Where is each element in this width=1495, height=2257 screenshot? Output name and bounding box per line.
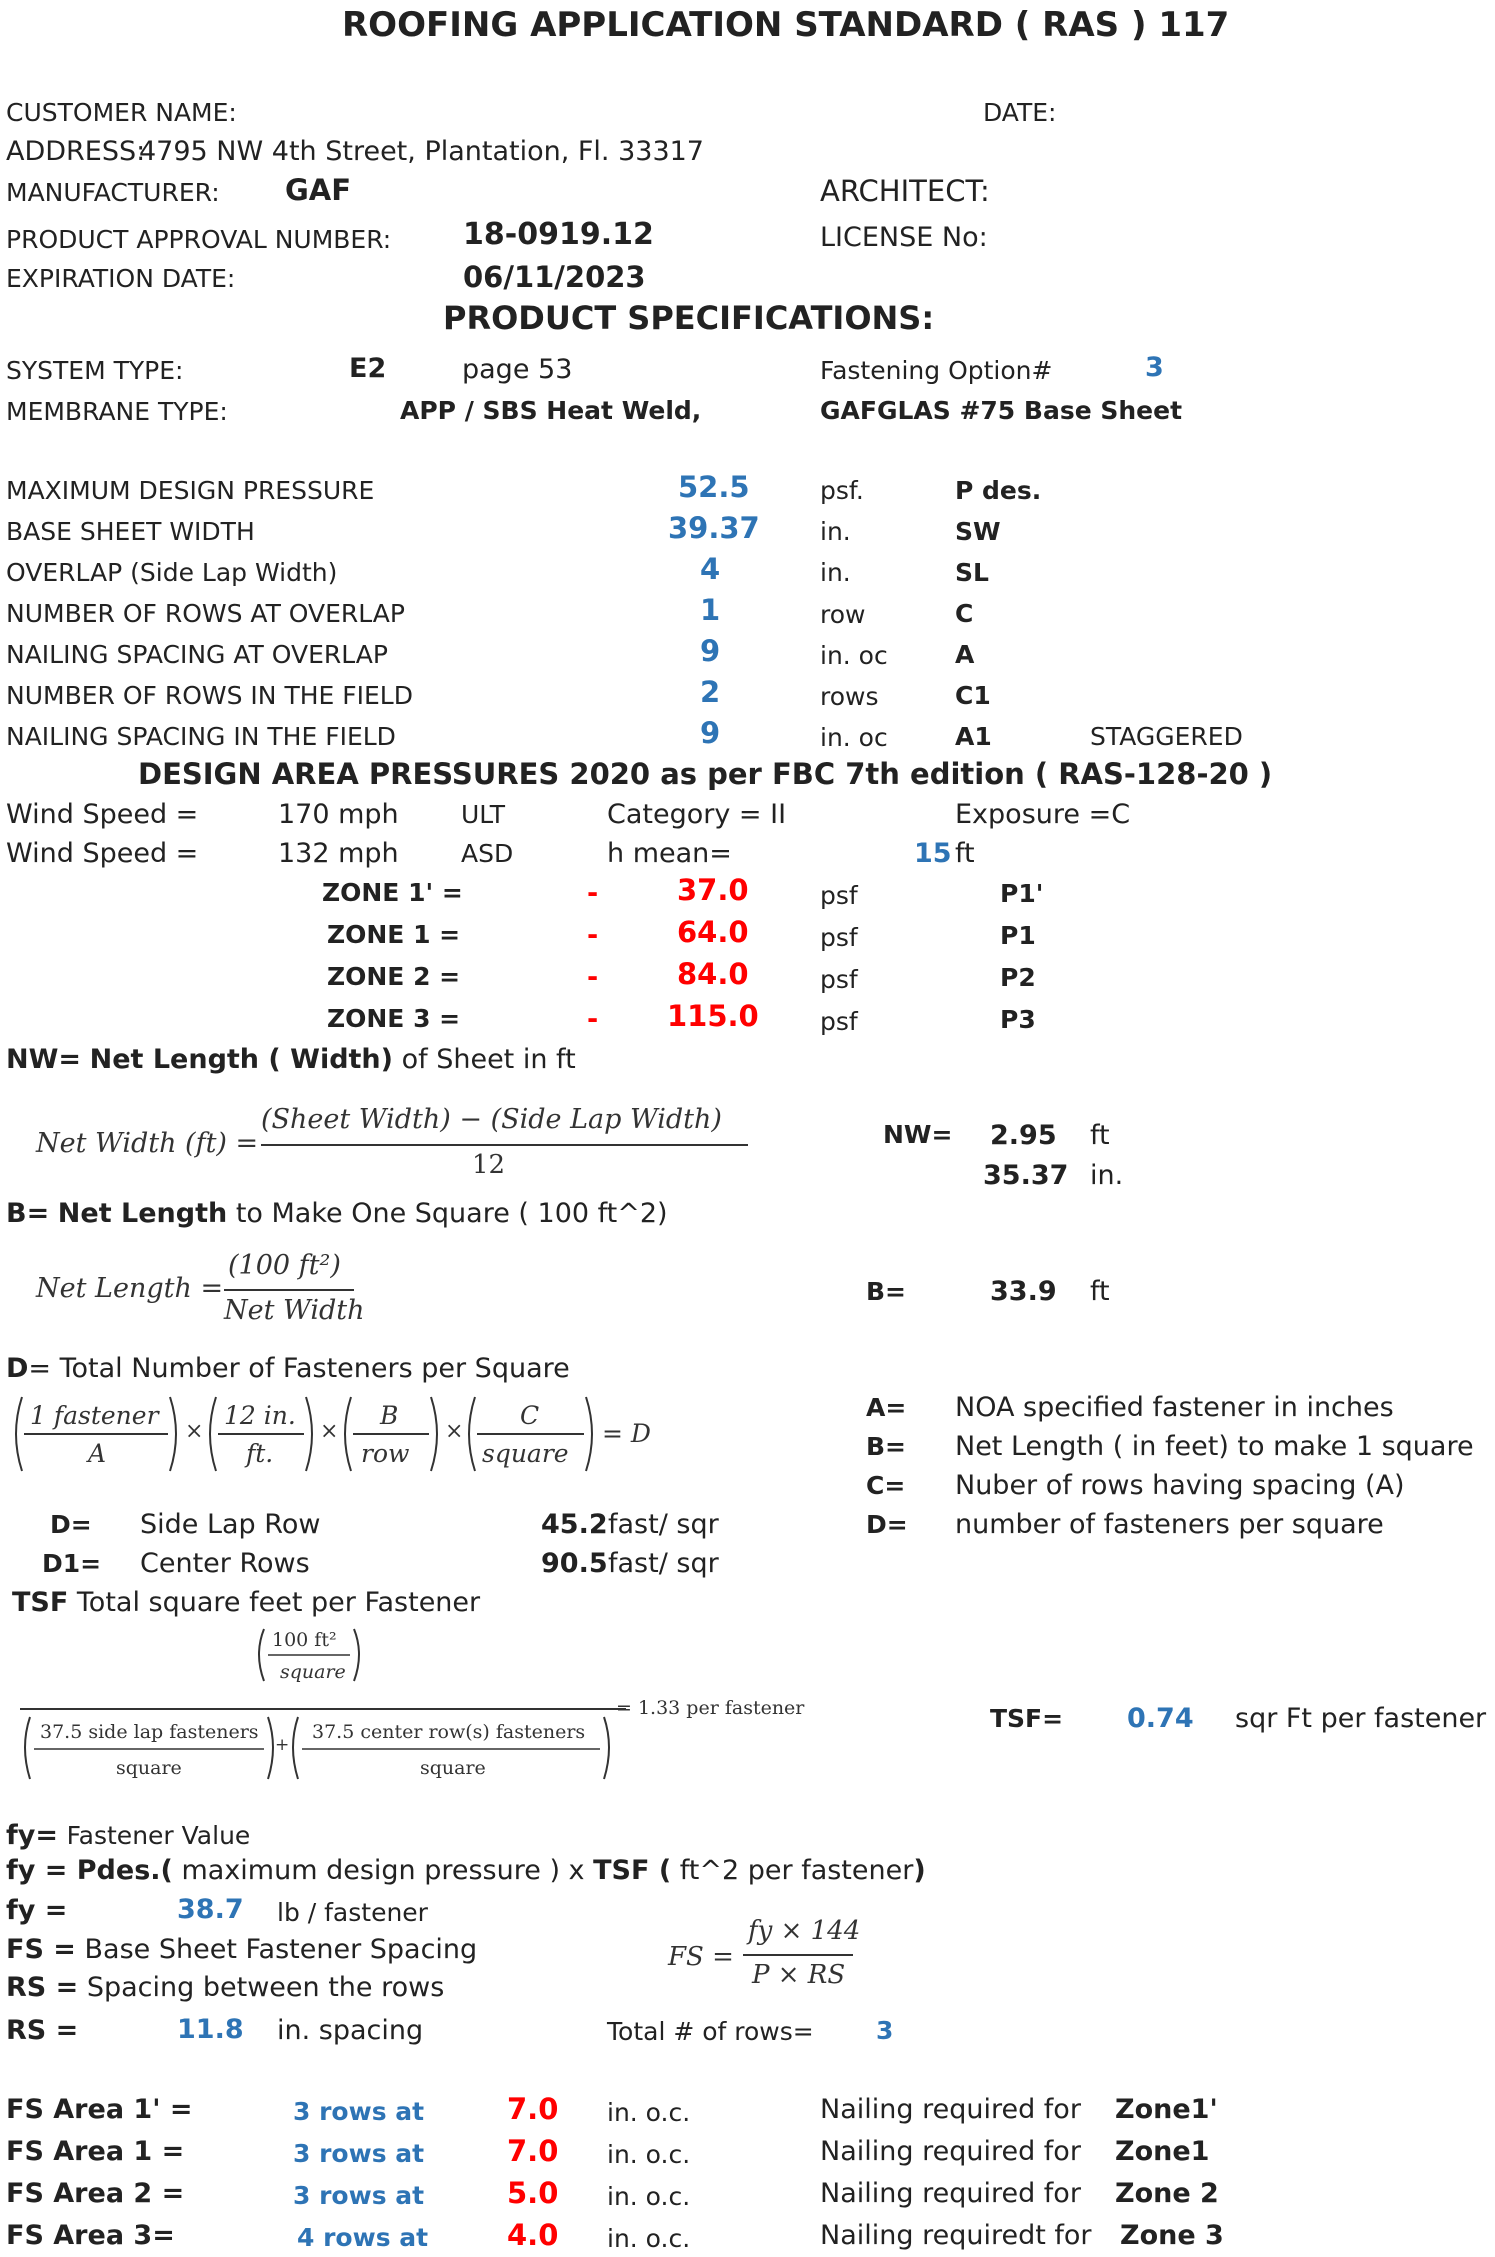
formula-lhs: Net Width (ft) = [36,1128,259,1159]
fy-eq-close: ) [913,1855,926,1886]
wind-speed-asd-value: 132 mph [278,838,399,869]
param-value: 4 [700,552,721,586]
param-unit: rows [820,682,879,711]
d-row-value: 90.5 [541,1548,608,1579]
param-value: 2 [700,675,721,709]
formula-lhs: Net Length = [36,1273,224,1304]
paren-right [431,1397,437,1471]
param-label: OVERLAP (Side Lap Width) [6,558,338,587]
paren-right [604,1717,609,1779]
fy-eq-tsf: TSF ( [593,1855,672,1886]
expiration-label: EXPIRATION DATE: [6,264,236,293]
param-value: 9 [700,716,721,750]
param-label: MAXIMUM DESIGN PRESSURE [6,476,375,505]
zone-value: 84.0 [677,957,749,991]
d-row-code: D= [50,1510,92,1539]
nw-result-ft: 2.95 [990,1120,1057,1151]
times-sign: × [445,1419,464,1444]
h-mean-label: h mean= [607,838,732,869]
fy-unit: lb / fastener [277,1898,428,1927]
address-label: ADDRESS: [6,136,146,167]
plus-sign: + [275,1735,290,1755]
wind-speed-ult-type: ULT [461,800,506,829]
fs-area-value: 7.0 [507,2092,559,2126]
legend-text: Net Length ( in feet) to make 1 square [955,1431,1474,1462]
legend-code: B= [866,1432,907,1461]
param-unit: psf. [820,476,864,505]
membrane-label: MEMBRANE TYPE: [6,397,228,426]
fy-eq-rest: ft^2 per fastener [671,1855,914,1886]
paren-left [293,1717,298,1779]
fs-area-value: 7.0 [507,2134,559,2168]
fs-area-req: Nailing required for [820,2094,1081,2125]
specs-heading: PRODUCT SPECIFICATIONS: [443,299,935,337]
param-code: A1 [955,722,992,751]
fs-area-req: Nailing requiredt for [820,2220,1092,2251]
zone-label: ZONE 3 = [327,1004,461,1033]
fs-area-unit: in. o.c. [607,2182,691,2211]
fs-area-unit: in. o.c. [607,2224,691,2253]
formula-numerator: fy × 144 [748,1916,861,1946]
d-row-unit: fast/ sqr [608,1509,719,1540]
f2-denominator: ft. [246,1439,274,1468]
d-row-value: 45.2 [541,1509,608,1540]
expiration-value: 06/11/2023 [463,260,646,294]
fs-area-label: FS Area 1' = [6,2094,193,2125]
formula-denominator: Net Width [224,1295,365,1326]
zone-sign: - [587,1004,599,1035]
d-rest: = Total Number of Fasteners per Square [28,1353,570,1384]
zone-label: ZONE 2 = [327,962,461,991]
legend-code: C= [866,1471,906,1500]
fs-area-rows: 3 rows at [293,2181,425,2210]
param-label: NUMBER OF ROWS IN THE FIELD [6,681,413,710]
fs-area-rows: 3 rows at [293,2097,425,2126]
fs-area-zone: Zone1 [1115,2136,1210,2167]
formula-denominator: P × RS [752,1960,846,1990]
b-code: B= [6,1198,50,1229]
nw-result-in: 35.37 [983,1160,1069,1191]
param-unit: in. [820,558,851,587]
page-title: ROOFING APPLICATION STANDARD ( RAS ) 117 [342,5,1230,45]
wind-speed-ult-value: 170 mph [278,799,399,830]
param-value: 1 [700,593,721,627]
tsf-rest: Total square feet per Fastener [76,1587,481,1618]
b-rest: to Make One Square ( 100 ft^2) [235,1198,668,1229]
architect-label: ARCHITECT: [820,174,990,208]
f1-numerator: 1 fastener [30,1401,159,1430]
page-ref: page 53 [462,354,573,385]
formula-numerator: (Sheet Width) − (Side Lap Width) [261,1104,722,1135]
d-row-unit: fast/ sqr [608,1548,719,1579]
fy-code: fy= [6,1820,58,1851]
tsf-definition [12,1589,480,1616]
h-mean-value: 15 [914,838,952,869]
fs-area-value: 4.0 [507,2218,559,2252]
legend-code: D= [866,1510,908,1539]
fy-equation [6,1857,926,1884]
fs-area-req: Nailing required for [820,2136,1081,2167]
param-label: NUMBER OF ROWS AT OVERLAP [6,599,405,628]
param-code: C [955,599,974,628]
tsf-left-numerator: 37.5 side lap fasteners [40,1721,259,1743]
f1-denominator: A [88,1439,107,1468]
fs-area-label: FS Area 2 = [6,2178,185,2209]
paren-right [306,1397,312,1471]
manufacturer-value: GAF [285,173,352,207]
param-value: 9 [700,634,721,668]
exposure-text: Exposure =C [955,799,1131,830]
param-value: 39.37 [668,511,760,545]
fy-eq-bold: fy = Pdes.( [6,1855,173,1886]
nw-rest: of Sheet in ft [401,1044,576,1075]
times-sign: × [185,1419,204,1444]
total-rows-value: 3 [876,2016,894,2045]
zone-code: P1' [1000,879,1044,908]
paren-left [259,1629,264,1681]
zone-unit: psf [820,923,858,952]
legend-text: number of fasteners per square [955,1509,1384,1540]
membrane-value: APP / SBS Heat Weld, [400,396,702,425]
fy-eq-mid: maximum design pressure ) x [172,1855,594,1886]
system-type-label: SYSTEM TYPE: [6,356,184,385]
tsf-label: TSF= [990,1704,1064,1733]
design-heading: DESIGN AREA PRESSURES 2020 as per FBC 7th edition ( RAS-128-20 ) [138,757,1273,791]
zone-value: 37.0 [677,873,749,907]
f2-numerator: 12 in. [224,1401,296,1430]
rs-label: RS = [6,2015,79,2046]
customer-name-label: CUSTOMER NAME: [6,98,237,127]
total-rows-label: Total # of rows= [607,2017,814,2046]
fs-area-zone: Zone 3 [1120,2220,1224,2251]
zone-unit: psf [820,881,858,910]
date-label: DATE: [983,98,1057,127]
wind-speed-label: Wind Speed = [6,799,199,830]
param-code: SW [955,517,1001,546]
fs-area-unit: in. o.c. [607,2098,691,2127]
nw-result-label: NW= [883,1120,953,1149]
paren-left [469,1397,475,1471]
fs-area-rows: 3 rows at [293,2139,425,2168]
tsf-unit: sqr Ft per fastener [1235,1703,1487,1734]
nw-definition [6,1046,576,1073]
tsf-right-denominator: square [420,1757,486,1779]
b-result-label: B= [866,1277,907,1306]
fraction-bar [743,1954,853,1956]
fs-area-zone: Zone 2 [1115,2178,1219,2209]
fy-value: 38.7 [177,1894,244,1925]
zone-sign: - [587,962,599,993]
d-row-label: Center Rows [140,1548,310,1579]
tsf-left-denominator: square [116,1757,182,1779]
rs-rest: Spacing between the rows [86,1972,445,2003]
param-code: SL [955,558,989,587]
legend-text: NOA specified fastener in inches [955,1392,1394,1423]
wind-speed-label: Wind Speed = [6,838,199,869]
param-label: BASE SHEET WIDTH [6,517,255,546]
approval-label: PRODUCT APPROVAL NUMBER: [6,225,392,254]
f3-denominator: row [361,1439,410,1468]
d-definition [6,1355,570,1382]
fy-rest: Fastener Value [66,1821,251,1850]
param-label: NAILING SPACING IN THE FIELD [6,722,396,751]
fs-area-label: FS Area 1 = [6,2136,185,2167]
zone-code: P2 [1000,963,1036,992]
param-code: A [955,640,975,669]
fy-label: fy = [6,1895,68,1926]
param-value: 52.5 [678,470,750,504]
nw-unit-ft: ft [1090,1120,1110,1151]
param-unit: in. [820,517,851,546]
fs-area-value: 5.0 [507,2176,559,2210]
tsf-right-numerator: 37.5 center row(s) fasteners [312,1721,586,1743]
base-sheet-value: GAFGLAS #75 Base Sheet [820,396,1183,425]
fy-definition [6,1822,250,1849]
tsf-formula-result: = 1.33 per fastener [616,1697,805,1719]
zone-unit: psf [820,965,858,994]
rs-definition [6,1974,444,2001]
zone-value: 115.0 [667,999,759,1033]
d-row-label: Side Lap Row [140,1509,321,1540]
fastening-label: Fastening Option# [820,356,1053,385]
fs-area-zone: Zone1' [1115,2094,1218,2125]
nw-bold: Net Length ( Width) [89,1044,393,1075]
fs-area-label: FS Area 3= [6,2220,175,2251]
rs-value: 11.8 [177,2014,244,2045]
b-result-value: 33.9 [990,1276,1057,1307]
zone-label: ZONE 1 = [327,920,461,949]
param-code: P des. [955,476,1042,505]
approval-value: 18-0919.12 [463,217,654,252]
zone-sign: - [587,920,599,951]
license-label: LICENSE No: [820,222,988,253]
paren-left [25,1717,30,1779]
paren-right [268,1717,273,1779]
fs-area-rows: 4 rows at [297,2223,429,2252]
wind-speed-asd-type: ASD [461,839,514,868]
address-value: 4795 NW 4th Street, Plantation, Fl. 33317 [139,136,704,167]
nw-unit-in: in. [1090,1160,1124,1191]
paren-left [345,1397,351,1471]
legend-code: A= [866,1393,907,1422]
f4-numerator: C [520,1401,540,1430]
fs-area-req: Nailing required for [820,2178,1081,2209]
zone-code: P3 [1000,1005,1036,1034]
fastening-value: 3 [1145,352,1164,383]
paren-right [586,1397,592,1471]
manufacturer-label: MANUFACTURER: [6,178,220,207]
zone-value: 64.0 [677,915,749,949]
paren-left [16,1397,22,1471]
formula-numerator: (100 ft²) [228,1250,341,1281]
paren-left [210,1397,216,1471]
d-code: D [6,1353,29,1384]
param-label: NAILING SPACING AT OVERLAP [6,640,388,669]
formula-denominator: 12 [472,1150,506,1180]
fraction-bar [261,1144,748,1146]
category-text: Category = II [607,799,787,830]
formula-lhs: FS = [668,1942,734,1972]
nw-code: NW= [6,1044,82,1075]
tsf-top-denominator: square [280,1661,346,1683]
paren-right [170,1397,176,1471]
fs-code: FS = [6,1934,76,1965]
zone-unit: psf [820,1007,858,1036]
f4-denominator: square [482,1439,569,1468]
tsf-value: 0.74 [1127,1703,1194,1734]
param-unit: in. oc [820,723,888,752]
fraction-bar [224,1289,354,1291]
tsf-code: TSF [12,1587,69,1618]
f3-numerator: B [380,1401,399,1430]
paren-right [354,1629,359,1681]
tsf-top-numerator: 100 ft² [272,1629,337,1651]
fs-rest: Base Sheet Fastener Spacing [84,1934,478,1965]
times-sign: × [320,1419,339,1444]
rs-unit: in. spacing [277,2015,424,2046]
rs-code: RS = [6,1972,79,2003]
fs-definition [6,1936,477,1963]
b-definition [6,1200,668,1227]
fs-area-unit: in. o.c. [607,2140,691,2169]
d-row-code: D1= [42,1549,102,1578]
param-note: STAGGERED [1090,722,1243,751]
param-code: C1 [955,681,991,710]
legend-text: Nuber of rows having spacing (A) [955,1470,1405,1501]
zone-label: ZONE 1' = [322,878,463,907]
b-unit: ft [1090,1276,1110,1307]
system-type-value: E2 [349,353,387,384]
h-mean-unit: ft [955,838,975,869]
param-unit: in. oc [820,641,888,670]
zone-code: P1 [1000,921,1036,950]
equals-d: = D [602,1419,651,1448]
b-bold: Net Length [57,1198,228,1229]
zone-sign: - [587,878,599,909]
param-unit: row [820,600,866,629]
